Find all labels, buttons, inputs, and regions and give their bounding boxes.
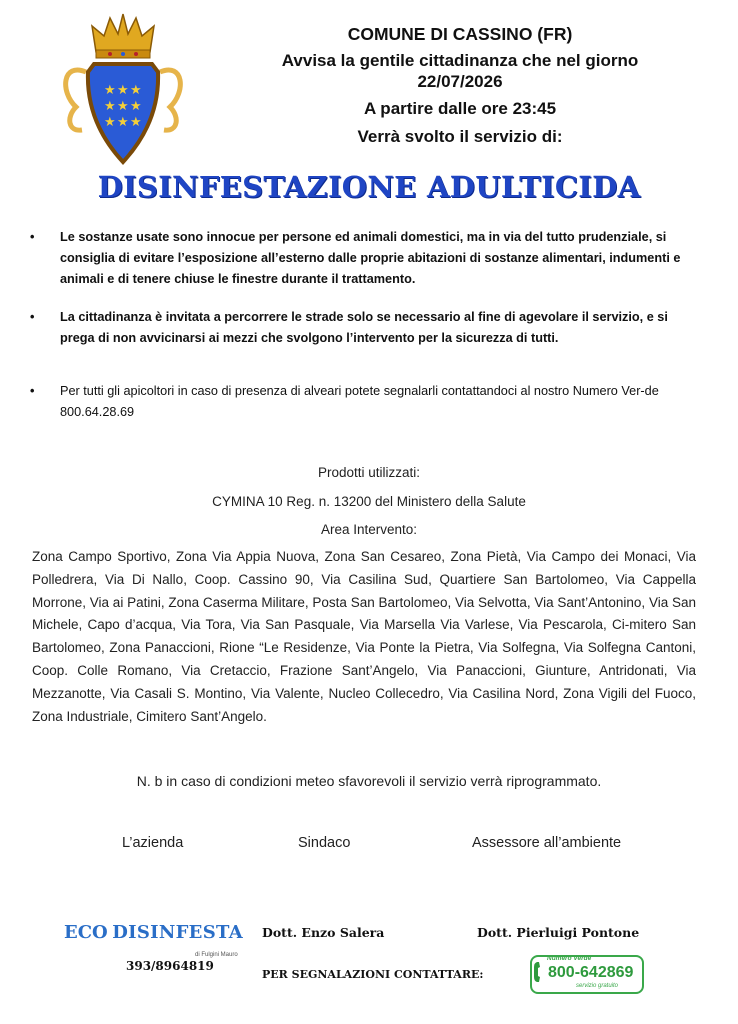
municipal-crest-icon: [58, 12, 188, 167]
toll-free-subtitle: servizio gratuito: [576, 983, 619, 989]
signature-mayor: Sindaco: [298, 835, 351, 851]
bullet-item: [30, 381, 700, 423]
signature-councillor: Assessore all’ambiente: [472, 835, 622, 851]
service-intro: Verrà svolto il servizio di:: [357, 127, 563, 146]
bullet-text: Le sostanze usate sono innocue per persone ed animali domestici, ma in via del tutto prudenziale, si consiglia di evitare l’esposizione all’esterno dalle proprie abitazioni di sostanze alimentari, indumenti e animali e di tenere chiuse le finestre durante il trattamento.: [60, 230, 681, 286]
service-time: A partire dalle ore 23:45: [363, 99, 557, 118]
municipality-name: COMUNE DI CASSINO (FR): [347, 24, 573, 44]
svg-text:★: ★: [104, 115, 116, 130]
bullet-text: La cittadinanza è invitata a percorrere le strade solo se necessario al fine di agevolare il servizio, e si prega di non avvicinarsi ai mezzi che svolgono l’intervento per la sicurezza di tutti.: [60, 310, 668, 345]
report-label: PER SEGNALAZIONI CONTATTARE:: [262, 968, 484, 981]
bullet-dot: •: [30, 310, 35, 324]
area-heading: Area Intervento:: [320, 522, 418, 537]
svg-text:★: ★: [104, 83, 116, 98]
service-date: 22/07/2026: [417, 72, 503, 91]
logo-name-text: DISINFESTA: [112, 922, 243, 943]
page-title: DISINFESTAZIONE ADULTICIDA: [97, 170, 641, 204]
councillor-name: Dott. Pierluigi Pontone: [477, 925, 640, 940]
svg-text:★: ★: [104, 99, 116, 114]
svg-text:★: ★: [130, 83, 142, 98]
products-heading: Prodotti utilizzati:: [317, 465, 421, 480]
toll-free-number[interactable]: 800-642869: [548, 964, 634, 981]
signature-company: L’azienda: [122, 835, 184, 851]
logo-eco-text: ECO: [64, 922, 108, 943]
bullet-dot: •: [30, 384, 35, 398]
logo-subtitle: di Fulgini Mauro: [195, 952, 238, 958]
svg-text:★: ★: [130, 99, 142, 114]
mayor-name: Dott. Enzo Salera: [262, 925, 385, 940]
area-list: Zona Campo Sportivo, Zona Via Appia Nuova, Zona San Cesareo, Zona Pietà, Via Campo dei Monaci, Via Polledrera, Via Di Nallo, Coop. Cassino 90, Via Casilina Sud, Quartiere San Bartolomeo, Via Cappella Morrone, Via ai Patini, Zona Caserma Militare, Posta San Bartolomeo, Via Selvotta, Via Sant’Antonino, Via San Michele, Capo d’acqua, Via Tora, Via San Pasquale, Via Marsella Via Varlese, Via Pescarola, Ci-mitero San Bartolomeo, Zona Panaccioni, Rione “Le Residenze, Via Ponte la Pietra, Via Solfegna, Via Solfegna Cantoni, Coop. Colle Romano, Via Cretaccio, Frazione Sant’Angelo, Via Panaccioni, Giunture, Antridonati, Via Mezzanotte, Via Casali S. Montino, Via Valente, Nucleo Collecedro, Via Casilina Nord, Zona Vigili del Fuoco, Zona Industriale, Cimitero Sant’Angelo.: [32, 549, 696, 724]
bullet-item: [30, 227, 700, 290]
bullet-dot: •: [30, 230, 35, 244]
bullet-item: [30, 307, 700, 349]
weather-note: N. b in caso di condizioni meteo sfavorevoli il servizio verrà riprogrammato.: [136, 773, 602, 789]
toll-free-label: Numero Verde: [547, 955, 592, 962]
svg-text:★: ★: [117, 115, 129, 130]
svg-text:★: ★: [117, 99, 129, 114]
svg-text:★: ★: [117, 83, 129, 98]
notice-intro: Avvisa la gentile cittadinanza che nel giorno: [281, 51, 639, 70]
phone-icon: [533, 961, 547, 983]
product-name: CYMINA 10 Reg. n. 13200 del Ministero della Salute: [212, 494, 526, 509]
company-phone: 393/8964819: [126, 959, 214, 973]
svg-text:★: ★: [130, 115, 142, 130]
bullet-text: Per tutti gli apicoltori in caso di presenza di alveari potete segnalarli contattandoci al nostro Numero Ver-de 800.64.28.69: [60, 384, 659, 419]
